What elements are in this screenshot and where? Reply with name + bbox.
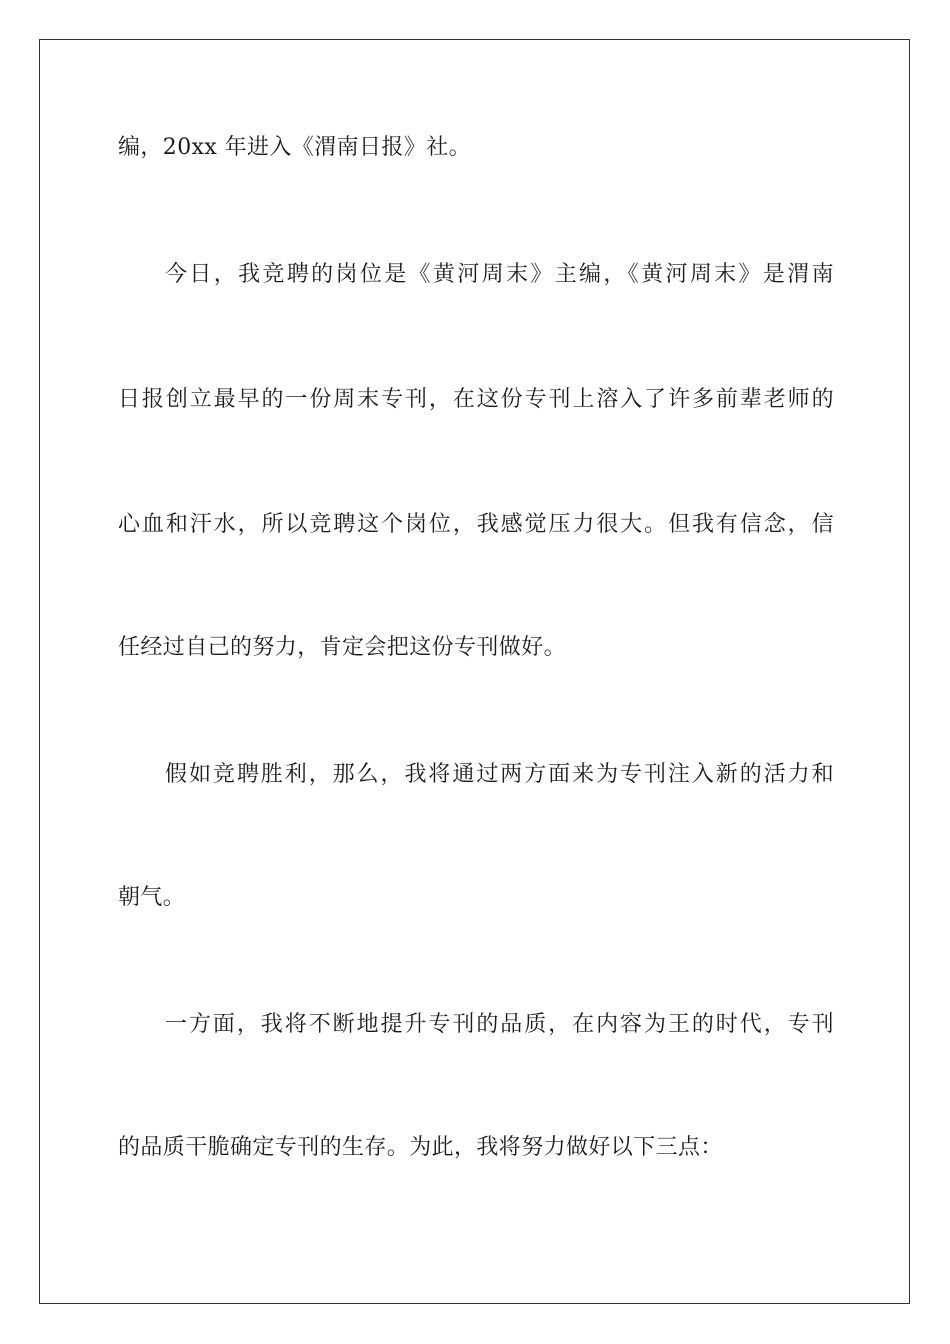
text-line-1: 编，20xx 年进入《渭南日报》社。 xyxy=(118,135,472,160)
text-line-4: 心血和汗水，所以竞聘这个岗位，我感觉压力很大。但我有信念，信 xyxy=(118,512,834,537)
text-line-9: 的品质干脆确定专刊的生存。为此，我将努力做好以下三点： xyxy=(118,1135,723,1160)
text-line-7: 朝气。 xyxy=(118,885,186,910)
text-line-5: 任经过自己的努力，肯定会把这份专刊做好。 xyxy=(118,635,567,660)
text-line-3: 日报创立最早的一份周末专刊，在这份专刊上溶入了许多前辈老师的 xyxy=(118,387,834,412)
text-line-2: 今日，我竞聘的岗位是《黄河周末》主编，《黄河周末》是渭南 xyxy=(165,262,834,287)
page-border xyxy=(39,39,910,1304)
text-line-8: 一方面，我将不断地提升专刊的品质，在内容为王的时代，专刊 xyxy=(165,1012,834,1037)
text-line-6: 假如竞聘胜利，那么，我将通过两方面来为专刊注入新的活力和 xyxy=(165,762,834,787)
